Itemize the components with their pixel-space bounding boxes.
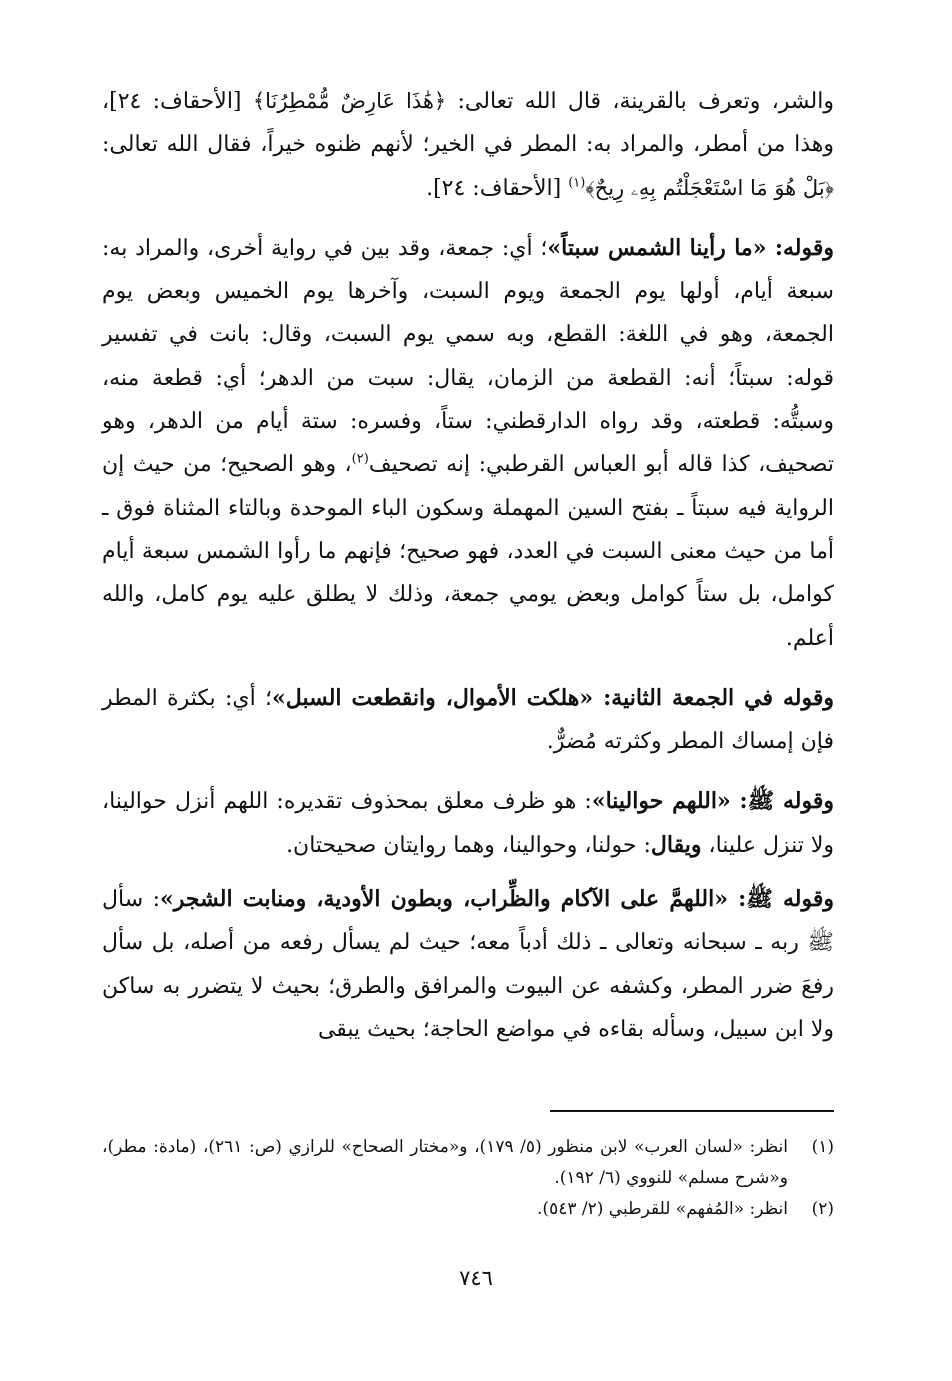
quoted-phrase: ويقال [650,831,702,858]
footnote-text: انظر: «المُفهم» للقرطبي (٢/ ٥٤٣). [537,1199,788,1219]
text-run: والشر، وتعرف بالقرينة، قال الله تعالى: [446,89,834,114]
footnotes [102,1132,834,1225]
text-run: [الأحقاف: ٢٤]. [426,175,569,201]
quoted-phrase: وقوله ﷺ: «اللهم حوالينا» [591,788,834,815]
text-run: ؛ أي: بكثرة المطر فإن إمساك المطر وكثرته مُضرٌّ. [102,685,834,755]
text-run: : سأل ﷺ ربه ـ سبحانه وتعالى ـ ذلك أدباً معه؛ حيث لم يسأل رفعه من أصله، بل سأل رفعَ ضرر المطر، وكشفه عن البيوت والمرافق والطرق؛ بحيث لا يتضرر به ساكن ولا ابن سبيل، وسأله بقاءه في مواضع الحاجة؛ بحيث يبقى [102,887,834,1042]
page-number: ٧٤٦ [459,1266,493,1290]
quoted-phrase: وقوله ﷺ: «اللهمَّ على الآكام والظِّراب، وبطون الأودية، ومنابت الشجر» [160,886,834,913]
footnote-reference: (٢) [351,452,369,468]
text-run: [الأحقاف: ٢٤]، وهذا من أمطر، والمراد به: المطر في الخير؛ لأنهم ظنوه خيراً، فقال الله تعالى: [102,89,834,158]
paragraph-3 [102,677,834,764]
text-run: : حولنا، وحوالينا، وهما روايتان صحيحتان. [286,832,651,858]
footnote-2 [102,1194,834,1225]
paragraph-1 [102,80,834,210]
paragraph-2 [102,227,834,660]
paragraph-5 [102,878,834,1051]
text-run: ؛ أي: جمعة، وقد بين في رواية أخرى، والمراد به: سبعة أيام، أولها يوم الجمعة ويوم السبت، وآخرها يوم الخميس وبعض يوم الجمعة، وهو في اللغة: القطع، وبه سمي يوم السبت، وقال: بانت في تفسير قوله: سبتاً؛ أنه: القطعة من الزمان، يقال: سبت من الدهر؛ أي: قطعة منه، وسبتُّه: قطعته، وقد رواه الدارقطني: ستاً، وفسره: ستة أيام من الدهر، وهو تصحيف، كذا قاله أبو العباس القرطبي: إنه تصحيف [102,235,834,478]
text-run: ، وهو الصحيح؛ من حيث إن الرواية فيه سبتاً ـ بفتح السين المهملة وسكون الباء الموحدة وبالتاء المثناة فوق ـ أما من حيث معنى السبت في العدد، فهو صحيح؛ فإنهم ما رأوا الشمس سبعة أيام كوامل، بل ستاً كوامل وبعض يومي جمعة، وذلك لا يطلق عليه يوم كامل، والله أعلم. [102,452,834,651]
footnote-text: انظر: «لسان العرب» لابن منظور (٥/ ١٧٩)، و«مختار الصحاح» للرازي (ص: ٢٦١)، (مادة: مطر)، و«شرح مسلم» للنووي (٦/ ١٩٢). [102,1137,788,1188]
quran-verse: ﴿بَلْ هُوَ مَا اسْتَعْجَلْتُم بِهِۦ رِيحٌ﴾ [585,175,834,200]
footnote-1 [102,1132,834,1194]
text-run: : هو ظرف معلق بمحذوف تقديره: اللهم أنزل حوالينا، ولا تنزل علينا، [102,789,834,858]
footnote-divider [550,1110,834,1112]
footnote-number: (٢) [811,1199,834,1219]
quoted-phrase: وقوله في الجمعة الثانية: «هلكت الأموال، وانقطعت السبل» [272,684,834,711]
quran-verse: ﴿هَٰذَا عَارِضٌ مُّمْطِرُنَا﴾ [252,89,447,113]
footnote-number: (١) [811,1137,834,1157]
paragraph-4 [102,780,834,867]
footnote-reference: (١) [568,175,586,191]
quoted-phrase: وقوله: «ما رأينا الشمس سبتاً» [547,234,835,261]
body-text [102,80,834,1051]
